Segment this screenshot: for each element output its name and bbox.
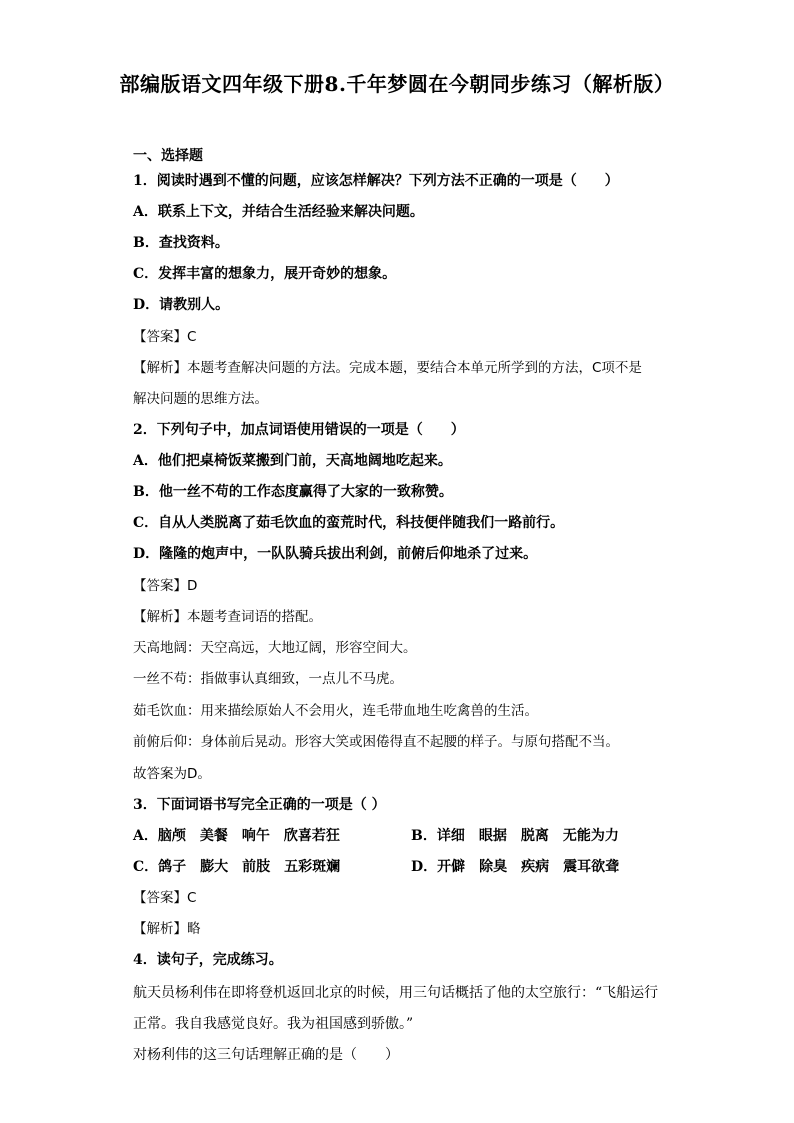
question-2-option-c: C．自从人类脱离了茹毛饮血的蛮荒时代，科技便伴随我们一路前行。 [133, 515, 565, 531]
question-1-option-c: C．发挥丰富的想象力，展开奇妙的想象。 [133, 266, 397, 282]
question-3-option-b: B．详细 眼据 脱离 无能为力 [411, 828, 619, 844]
question-2-analysis-line: 天高地阔：天空高远，大地辽阔，形容空间大。 [133, 640, 417, 656]
question-2-analysis-line: 一丝不苟：指做事认真细致，一点儿不马虎。 [133, 671, 403, 687]
question-2-answer: 【答案】D [133, 578, 198, 594]
question-3-option-a: A．脑颅 美餐 响午 欣喜若狂 [133, 828, 340, 844]
question-1-analysis: 【解析】本题考查解决问题的方法。完成本题，要结合本单元所学到的方法，C项不是 [133, 360, 642, 376]
question-1-answer: 【答案】C [133, 329, 197, 345]
question-1-option-a: A．联系上下文，并结合生活经验来解决问题。 [133, 204, 424, 220]
question-3-answer: 【答案】C [133, 890, 197, 906]
question-2-analysis-line: 前俯后仰：身体前后晃动。形容大笑或困倦得直不起腰的样子。与原句搭配不当。 [133, 734, 619, 750]
question-4-stem: 4．读句子，完成练习。 [133, 952, 283, 968]
question-2-option-d: D．隆隆的炮声中，一队队骑兵拔出利剑，前俯后仰地杀了过来。 [133, 546, 538, 562]
question-2-stem: 2．下列句子中，加点词语使用错误的一项是（ ） [133, 422, 465, 438]
page-title: 部编版语文四年级下册8.千年梦圆在今朝同步练习（解析版） [119, 72, 675, 96]
question-3-analysis: 【解析】略 [133, 921, 201, 937]
question-1-option-d: D．请教别人。 [133, 297, 230, 313]
question-3-option-d: D．开僻 除臭 疾病 震耳欲聋 [411, 859, 620, 875]
question-3-option-c: C．鸽子 膨大 前肢 五彩斑斓 [133, 859, 341, 875]
question-3-stem: 3．下面词语书写完全正确的一项是（ ） [133, 797, 386, 813]
question-2-analysis-line: 故答案为D。 [133, 766, 211, 782]
question-1-analysis-cont: 解决问题的思维方法。 [133, 391, 268, 407]
question-2-option-a: A．他们把桌椅饭菜搬到门前，天高地阔地吃起来。 [133, 453, 452, 469]
question-2-analysis: 【解析】本题考查词语的搭配。 [133, 609, 322, 625]
question-4-passage: 航天员杨利伟在即将登机返回北京的时候，用三句话概括了他的太空旅行：“飞船运行 [133, 985, 659, 1001]
section-heading: 一、选择题 [133, 148, 203, 164]
question-4-question: 对杨利伟的这三句话理解正确的是（ ） [133, 1047, 399, 1063]
question-1-option-b: B．查找资料。 [133, 235, 229, 251]
question-4-passage-cont: 正常。我自我感觉良好。我为祖国感到骄傲。” [133, 1016, 414, 1032]
question-1-stem: 1．阅读时遇到不懂的问题，应该怎样解决？下列方法不正确的一项是（ ） [133, 173, 619, 189]
question-2-option-b: B．他一丝不苟的工作态度赢得了大家的一致称赞。 [133, 484, 453, 500]
question-2-analysis-line: 茹毛饮血：用来描绘原始人不会用火，连毛带血地生吃禽兽的生活。 [133, 703, 538, 719]
